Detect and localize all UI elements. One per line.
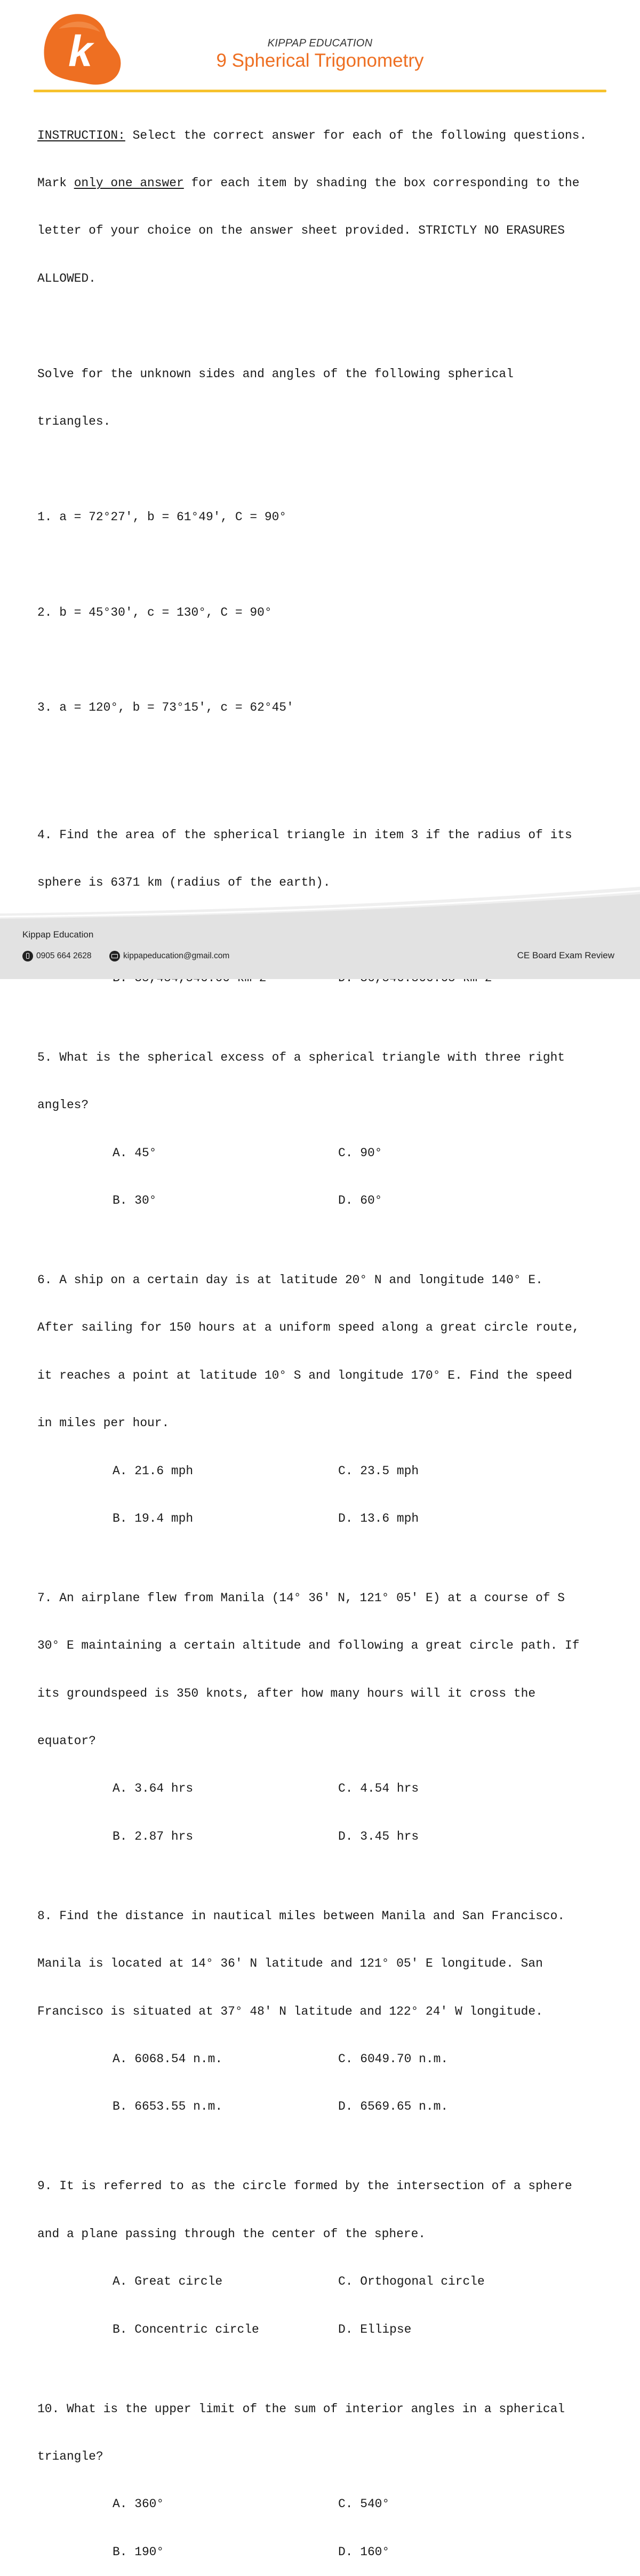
item-3: 3. a = 120°, b = 73°15', c = 62°45' (37, 701, 294, 715)
choice-d: D. 13.6 mph (338, 1511, 419, 1525)
instruction-line-1: INSTRUCTION: Select the correct answer for each of the following questions. (37, 128, 587, 142)
choice-a: A. 3.64 hrs (113, 1782, 194, 1796)
question-7-line: 30° E maintaining a certain altitude and following a great circle path. If (37, 1639, 580, 1653)
question-6-line: in miles per hour. (37, 1416, 170, 1430)
question-6-line: After sailing for 150 hours at a uniform speed along a great circle route, (37, 1321, 580, 1335)
logo-letter: k (68, 27, 93, 76)
header-organization: KIPPAP EDUCATION (267, 37, 373, 49)
question-7-line: its groundspeed is 350 knots, after how many hours will it cross the (37, 1686, 536, 1700)
question-8-line: 8. Find the distance in nautical miles between Manila and San Francisco. (37, 1909, 565, 1923)
question-10-line: 10. What is the upper limit of the sum of interior angles in a spherical (37, 2402, 565, 2416)
intro-line-2: triangles. (37, 414, 111, 428)
choice-c: C. 6049.70 n.m. (338, 2052, 449, 2066)
question-6-line: 6. A ship on a certain day is at latitude 20° N and longitude 140° E. (37, 1273, 543, 1287)
choice-d: D. 3.45 hrs (338, 1829, 419, 1843)
phone-icon (22, 951, 33, 961)
page-title: 9 Spherical Trigonometry (216, 50, 424, 71)
question-10-line: triangle? (37, 2449, 103, 2463)
choice-a: A. 21.6 mph (113, 1464, 194, 1478)
choice-a: A. 360° (113, 2497, 164, 2511)
choice-c: C. 90° (338, 1146, 382, 1160)
footer-band (0, 886, 640, 979)
choice-c: C. 4.54 hrs (338, 1782, 419, 1796)
footer-organization: Kippap Education (22, 929, 94, 940)
choice-d: D. 6569.65 n.m. (338, 2100, 449, 2114)
choice-b: B. 190° (113, 2545, 164, 2559)
choice-b: B. 2.87 hrs (113, 1829, 194, 1843)
choice-d: D. Ellipse (338, 2322, 412, 2336)
choice-d: D. 160° (338, 2545, 390, 2559)
exam-content (37, 96, 608, 2576)
choice-a: A. 6068.54 n.m. (113, 2052, 223, 2066)
choice-b: B. 6653.55 n.m. (113, 2100, 223, 2114)
item-1: 1. a = 72°27', b = 61°49', C = 90° (37, 510, 287, 524)
choice-b: B. Concentric circle (113, 2322, 259, 2336)
item-2: 2. b = 45°30', c = 130°, C = 90° (37, 605, 272, 619)
footer-phone: 0905 664 2628 (22, 951, 91, 961)
choice-c: C. 23.5 mph (338, 1464, 419, 1478)
choice-b: B. 30° (113, 1193, 157, 1207)
question-9-line: 9. It is referred to as the circle formed by the intersection of a sphere (37, 2179, 572, 2193)
intro-line-1: Solve for the unknown sides and angles of the following spherical (37, 367, 514, 381)
question-5-line: angles? (37, 1098, 89, 1112)
instruction-line-3: letter of your choice on the answer sheet provided. STRICTLY NO ERASURES (37, 224, 565, 238)
question-6-line: it reaches a point at latitude 10° S and longitude 170° E. Find the speed (37, 1368, 572, 1382)
choice-c: C. 540° (338, 2497, 390, 2511)
question-7-line: 7. An airplane flew from Manila (14° 36′ N, 121° 05′ E) at a course of S (37, 1591, 565, 1605)
choice-a: A. Great circle (113, 2275, 223, 2289)
header-rule (34, 90, 606, 92)
question-7-line: equator? (37, 1734, 96, 1748)
choice-b: B. 19.4 mph (113, 1511, 194, 1525)
footer-email: kippapeducation@gmail.com (109, 951, 229, 961)
question-4-line: sphere is 6371 km (radius of the earth). (37, 876, 331, 890)
choice-a: A. 45° (113, 1146, 157, 1160)
instruction-line-2: Mark only one answer for each item by shading the box corresponding to the (37, 176, 580, 190)
question-8-line: Francisco is situated at 37° 48′ N latitude and 122° 24′ W longitude. (37, 2004, 543, 2018)
footer-tagline: CE Board Exam Review (517, 950, 614, 960)
instruction-line-4: ALLOWED. (37, 271, 96, 285)
choice-d: D. 60° (338, 1193, 382, 1207)
question-9-line: and a plane passing through the center of the sphere. (37, 2227, 426, 2241)
mail-icon (109, 951, 120, 961)
question-8-line: Manila is located at 14° 36′ N latitude and 121° 05′ E longitude. San (37, 1957, 543, 1971)
instruction-label: INSTRUCTION: (37, 128, 125, 142)
choice-c: C. Orthogonal circle (338, 2275, 485, 2289)
question-4-line: 4. Find the area of the spherical triangle in item 3 if the radius of its (37, 828, 572, 842)
question-5-line: 5. What is the spherical excess of a spherical triangle with three right (37, 1050, 565, 1064)
instruction-emphasis: only one answer (74, 176, 184, 190)
